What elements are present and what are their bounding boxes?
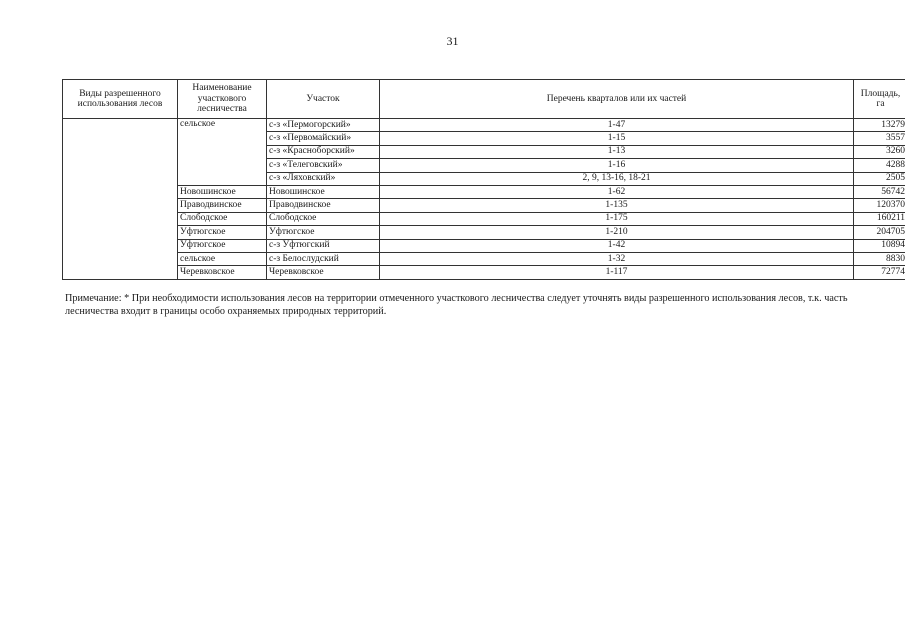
usage-types-cell — [63, 119, 178, 280]
forestry-cell: Новошинское — [178, 185, 267, 198]
area-cell: 56742 — [854, 185, 905, 198]
table-row — [63, 226, 905, 239]
section-cell: с-з «Ляховский» — [267, 172, 380, 185]
section-cell: Праводвинское — [267, 199, 380, 212]
header-usage-types: Виды разрешенного использования лесов — [63, 80, 178, 119]
forestry-cell: сельское — [178, 252, 267, 265]
quarters-cell: 1-135 — [380, 199, 854, 212]
quarters-cell: 1-13 — [380, 145, 854, 158]
area-cell: 3557 — [854, 132, 905, 145]
quarters-cell: 1-210 — [380, 226, 854, 239]
forestry-cell: Уфтюгское — [178, 239, 267, 252]
section-cell: с-з «Первомайский» — [267, 132, 380, 145]
area-cell: 72774 — [854, 266, 905, 279]
page-number: 31 — [446, 34, 459, 48]
forestry-cell: Уфтюгское — [178, 226, 267, 239]
section-cell: с-з Уфтюгский — [267, 239, 380, 252]
header-forestry-name: Наименование участкового лесничества — [178, 80, 267, 119]
area-cell: 10894 — [854, 239, 905, 252]
footnote: Примечание: * При необходимости использования лесов на территории отмеченного участкового лесничества следует уточнять виды разрешенного использования лесов, т.к. часть лесничества входит в границы особо охраняемых природных территорий. — [65, 293, 848, 317]
forestry-cell: Черевковское — [178, 266, 267, 279]
quarters-cell: 1-47 — [380, 119, 854, 132]
table-row — [63, 212, 905, 225]
forest-usage-table — [62, 79, 905, 280]
forestry-cell: Праводвинское — [178, 199, 267, 212]
header-section: Участок — [267, 80, 380, 119]
header-quarters: Перечень кварталов или их частей — [380, 80, 854, 119]
header-area: Площадь, га — [854, 80, 905, 119]
area-cell: 8830 — [854, 252, 905, 265]
quarters-cell: 1-16 — [380, 159, 854, 172]
area-cell: 3260 — [854, 145, 905, 158]
area-cell: 4288 — [854, 159, 905, 172]
table-row — [63, 185, 905, 198]
section-cell: Черевковское — [267, 266, 380, 279]
table-row — [63, 266, 905, 279]
quarters-cell: 1-117 — [380, 266, 854, 279]
quarters-cell: 1-175 — [380, 212, 854, 225]
section-cell: Новошинское — [267, 185, 380, 198]
area-cell: 2505 — [854, 172, 905, 185]
section-cell: с-з «Пермогорский» — [267, 119, 380, 132]
table-row — [63, 252, 905, 265]
section-cell: Уфтюгское — [267, 226, 380, 239]
area-cell: 204705 — [854, 226, 905, 239]
table-row — [63, 199, 905, 212]
quarters-cell: 1-15 — [380, 132, 854, 145]
forestry-cell: Слободское — [178, 212, 267, 225]
section-cell: с-з «Красноборский» — [267, 145, 380, 158]
area-cell: 160211 — [854, 212, 905, 225]
quarters-cell: 2, 9, 13-16, 18-21 — [380, 172, 854, 185]
section-cell: с-з Белослудский — [267, 252, 380, 265]
table-row — [63, 239, 905, 252]
table-header-row — [63, 80, 905, 119]
table-row — [63, 119, 905, 132]
quarters-cell: 1-62 — [380, 185, 854, 198]
area-cell: 120370 — [854, 199, 905, 212]
section-cell: Слободское — [267, 212, 380, 225]
section-cell: с-з «Телеговский» — [267, 159, 380, 172]
forestry-cell: сельское — [178, 119, 267, 186]
quarters-cell: 1-42 — [380, 239, 854, 252]
area-cell: 13279 — [854, 119, 905, 132]
quarters-cell: 1-32 — [380, 252, 854, 265]
